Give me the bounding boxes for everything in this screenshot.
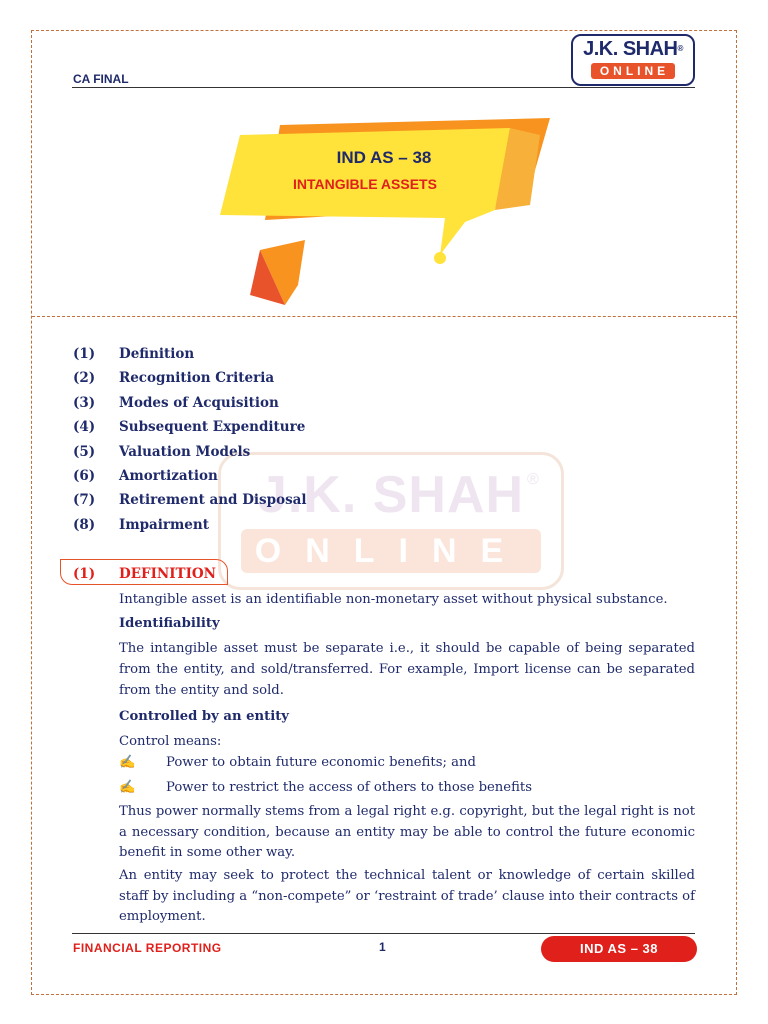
logo-wordmark (573, 38, 693, 60)
page-number: 1 (379, 940, 386, 954)
toc-item (73, 517, 307, 541)
course-label: CA FINAL (73, 72, 129, 86)
legal-right-paragraph: Thus power normally stems from a legal right e.g. copyright, but the legal right is not a necessary condition, because an entity may be able to control the future economic benefit in some other way. (119, 804, 695, 860)
logo-registered-mark: ® (677, 44, 683, 53)
control-intro: Control means: (119, 734, 222, 749)
toc-label: Recognition Criteria (119, 370, 275, 387)
toc-item (73, 444, 307, 468)
toc-item (73, 468, 307, 492)
identifiability-paragraph: The intangible asset must be separate i.e., it should be capable of being separated from the entity, and sold/transferred. For example, Import license can be separated from the entity and sold. (119, 641, 695, 698)
toc-number: (8) (73, 516, 96, 533)
jk-shah-logo (571, 34, 695, 86)
control-heading: Controlled by an entity (119, 709, 289, 724)
writing-hand-icon: ✍ (119, 755, 136, 770)
non-compete-paragraph: An entity may seek to protect the technical talent or knowledge of certain skilled staff by including a “non-compete” or ‘restraint of trade’ clause into their contracts of employment. (119, 868, 695, 924)
watermark-name: J.K. SHAH (257, 466, 525, 524)
writing-hand-icon: ✍ (119, 780, 136, 795)
toc-number: (4) (73, 419, 96, 436)
section-number: (1) (73, 566, 96, 582)
toc-item (73, 346, 307, 370)
toc-number: (1) (73, 346, 96, 362)
definition-paragraph: Intangible asset is an identifiable non-monetary asset without physical substance. (119, 592, 668, 607)
banner-dot (434, 252, 446, 264)
footer-subject: FINANCIAL REPORTING (73, 941, 222, 955)
toc-item (73, 419, 307, 443)
toc-number: (7) (73, 492, 96, 509)
toc-item (73, 370, 307, 394)
toc-number: (5) (73, 443, 96, 460)
footer-chapter-badge: IND AS – 38 (541, 936, 697, 962)
toc-number: (3) (73, 394, 96, 411)
section-divider (32, 316, 736, 317)
title-banner-graphic (210, 110, 560, 310)
toc-label: Amortization (119, 467, 218, 484)
watermark-online: ONLINE (241, 529, 541, 573)
toc-item (73, 492, 307, 516)
footer-divider (72, 933, 695, 934)
table-of-contents (73, 346, 307, 541)
toc-label: Valuation Models (119, 443, 251, 460)
identifiability-heading: Identifiability (119, 616, 220, 631)
toc-label: Subsequent Expenditure (119, 419, 306, 436)
toc-label: Definition (119, 346, 195, 362)
watermark-registered-mark: ® (527, 471, 539, 488)
bullet-item: Power to restrict the access of others to those benefits (166, 780, 532, 795)
toc-label: Retirement and Disposal (119, 492, 307, 509)
toc-label: Impairment (119, 516, 209, 533)
toc-number: (6) (73, 467, 96, 484)
logo-name: J.K. SHAH (583, 38, 678, 60)
section-title: DEFINITION (119, 566, 217, 582)
banner-subtitle: INTANGIBLE ASSETS (293, 176, 437, 192)
toc-item (73, 395, 307, 419)
toc-label: Modes of Acquisition (119, 394, 279, 411)
bullet-item: Power to obtain future economic benefits; and (166, 755, 476, 770)
logo-online-badge: ONLINE (591, 63, 675, 79)
banner-title: IND AS – 38 (336, 148, 432, 167)
header-divider (72, 87, 695, 88)
toc-number: (2) (73, 370, 96, 387)
